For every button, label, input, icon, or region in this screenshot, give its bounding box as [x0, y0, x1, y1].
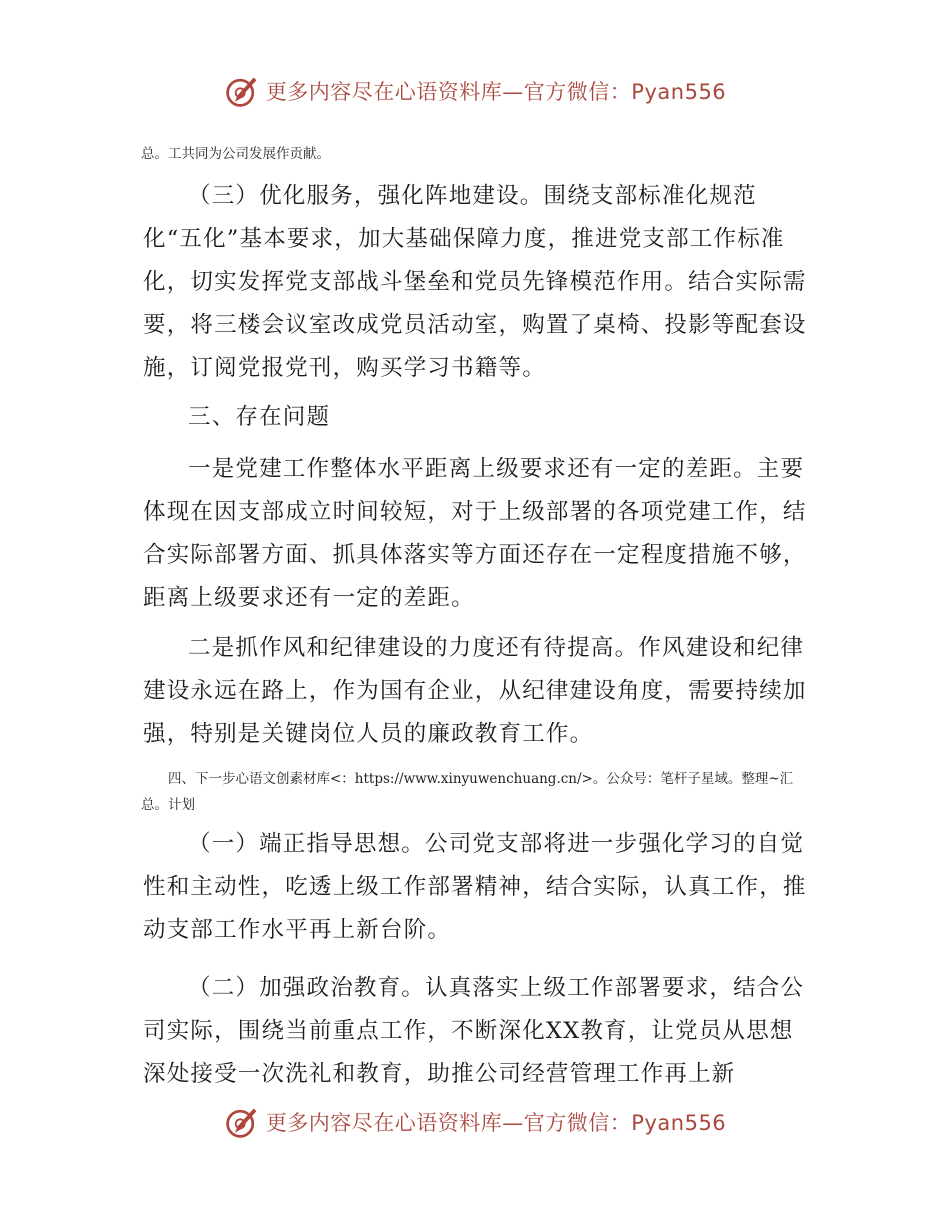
header-banner [0, 66, 950, 116]
carryover-line: 总。工共同为公司发展作贡献。 [141, 146, 330, 162]
paragraph-plan-one: （一）端正指导思想。公司党支部将进一步强化学习的自觉性和主动性，吃透上级工作部署精神，结合实际，认真工作，推动支部工作水平再上新台阶。 [143, 831, 807, 943]
pen-circle-logo-icon [224, 73, 260, 109]
pen-circle-logo-icon [224, 1104, 260, 1140]
heading-existing-problems: 三、存在问题 [188, 404, 331, 430]
banner-text: 更多内容尽在心语资料库—官方微信：Pyan556 [265, 1111, 727, 1135]
paragraph-plan-two: （二）加强政治教育。认真落实上级工作部署要求，结合公司实际，围绕当前重点工作，不断深化XX教育，让党员从思想深处接受一次洗礼和教育，助推公司经营管理工作再上新 [143, 975, 805, 1087]
footer-banner [0, 1097, 950, 1147]
paragraph-problem-two: 二是抓作风和纪律建设的力度还有待提高。作风建设和纪律建设永远在路上，作为国有企业，从纪律建设角度，需要持续加强，特别是关键岗位人员的廉政教育工作。 [143, 635, 807, 747]
paragraph-problem-one: 一是党建工作整体水平距离上级要求还有一定的差距。主要体现在因支部成立时间较短，对于上级部署的各项党建工作，结合实际部署方面、抓具体落实等方面还存在一定程度措施不够，距离上级要求还有一定的差距。 [143, 456, 807, 611]
paragraph-optimize-service: （三）优化服务，强化阵地建设。围绕支部标准化规范化“五化”基本要求，加大基础保障力度，推进党支部工作标准化，切实发挥党支部战斗堡垒和党员先锋模范作用。结合实际需要，将三楼会议室改成党员活动室，购置了桌椅、投影等配套设施，订阅党报党刊，购买学习书籍等。 [143, 183, 807, 381]
banner-text: 更多内容尽在心语资料库—官方微信：Pyan556 [265, 80, 727, 104]
heading-next-step-plan: 四、下一步心语文创素材库<：https://www.xinyuwenchuang.cn/>。公众号：笔杆子星域。整理~汇总。计划 [141, 771, 794, 813]
